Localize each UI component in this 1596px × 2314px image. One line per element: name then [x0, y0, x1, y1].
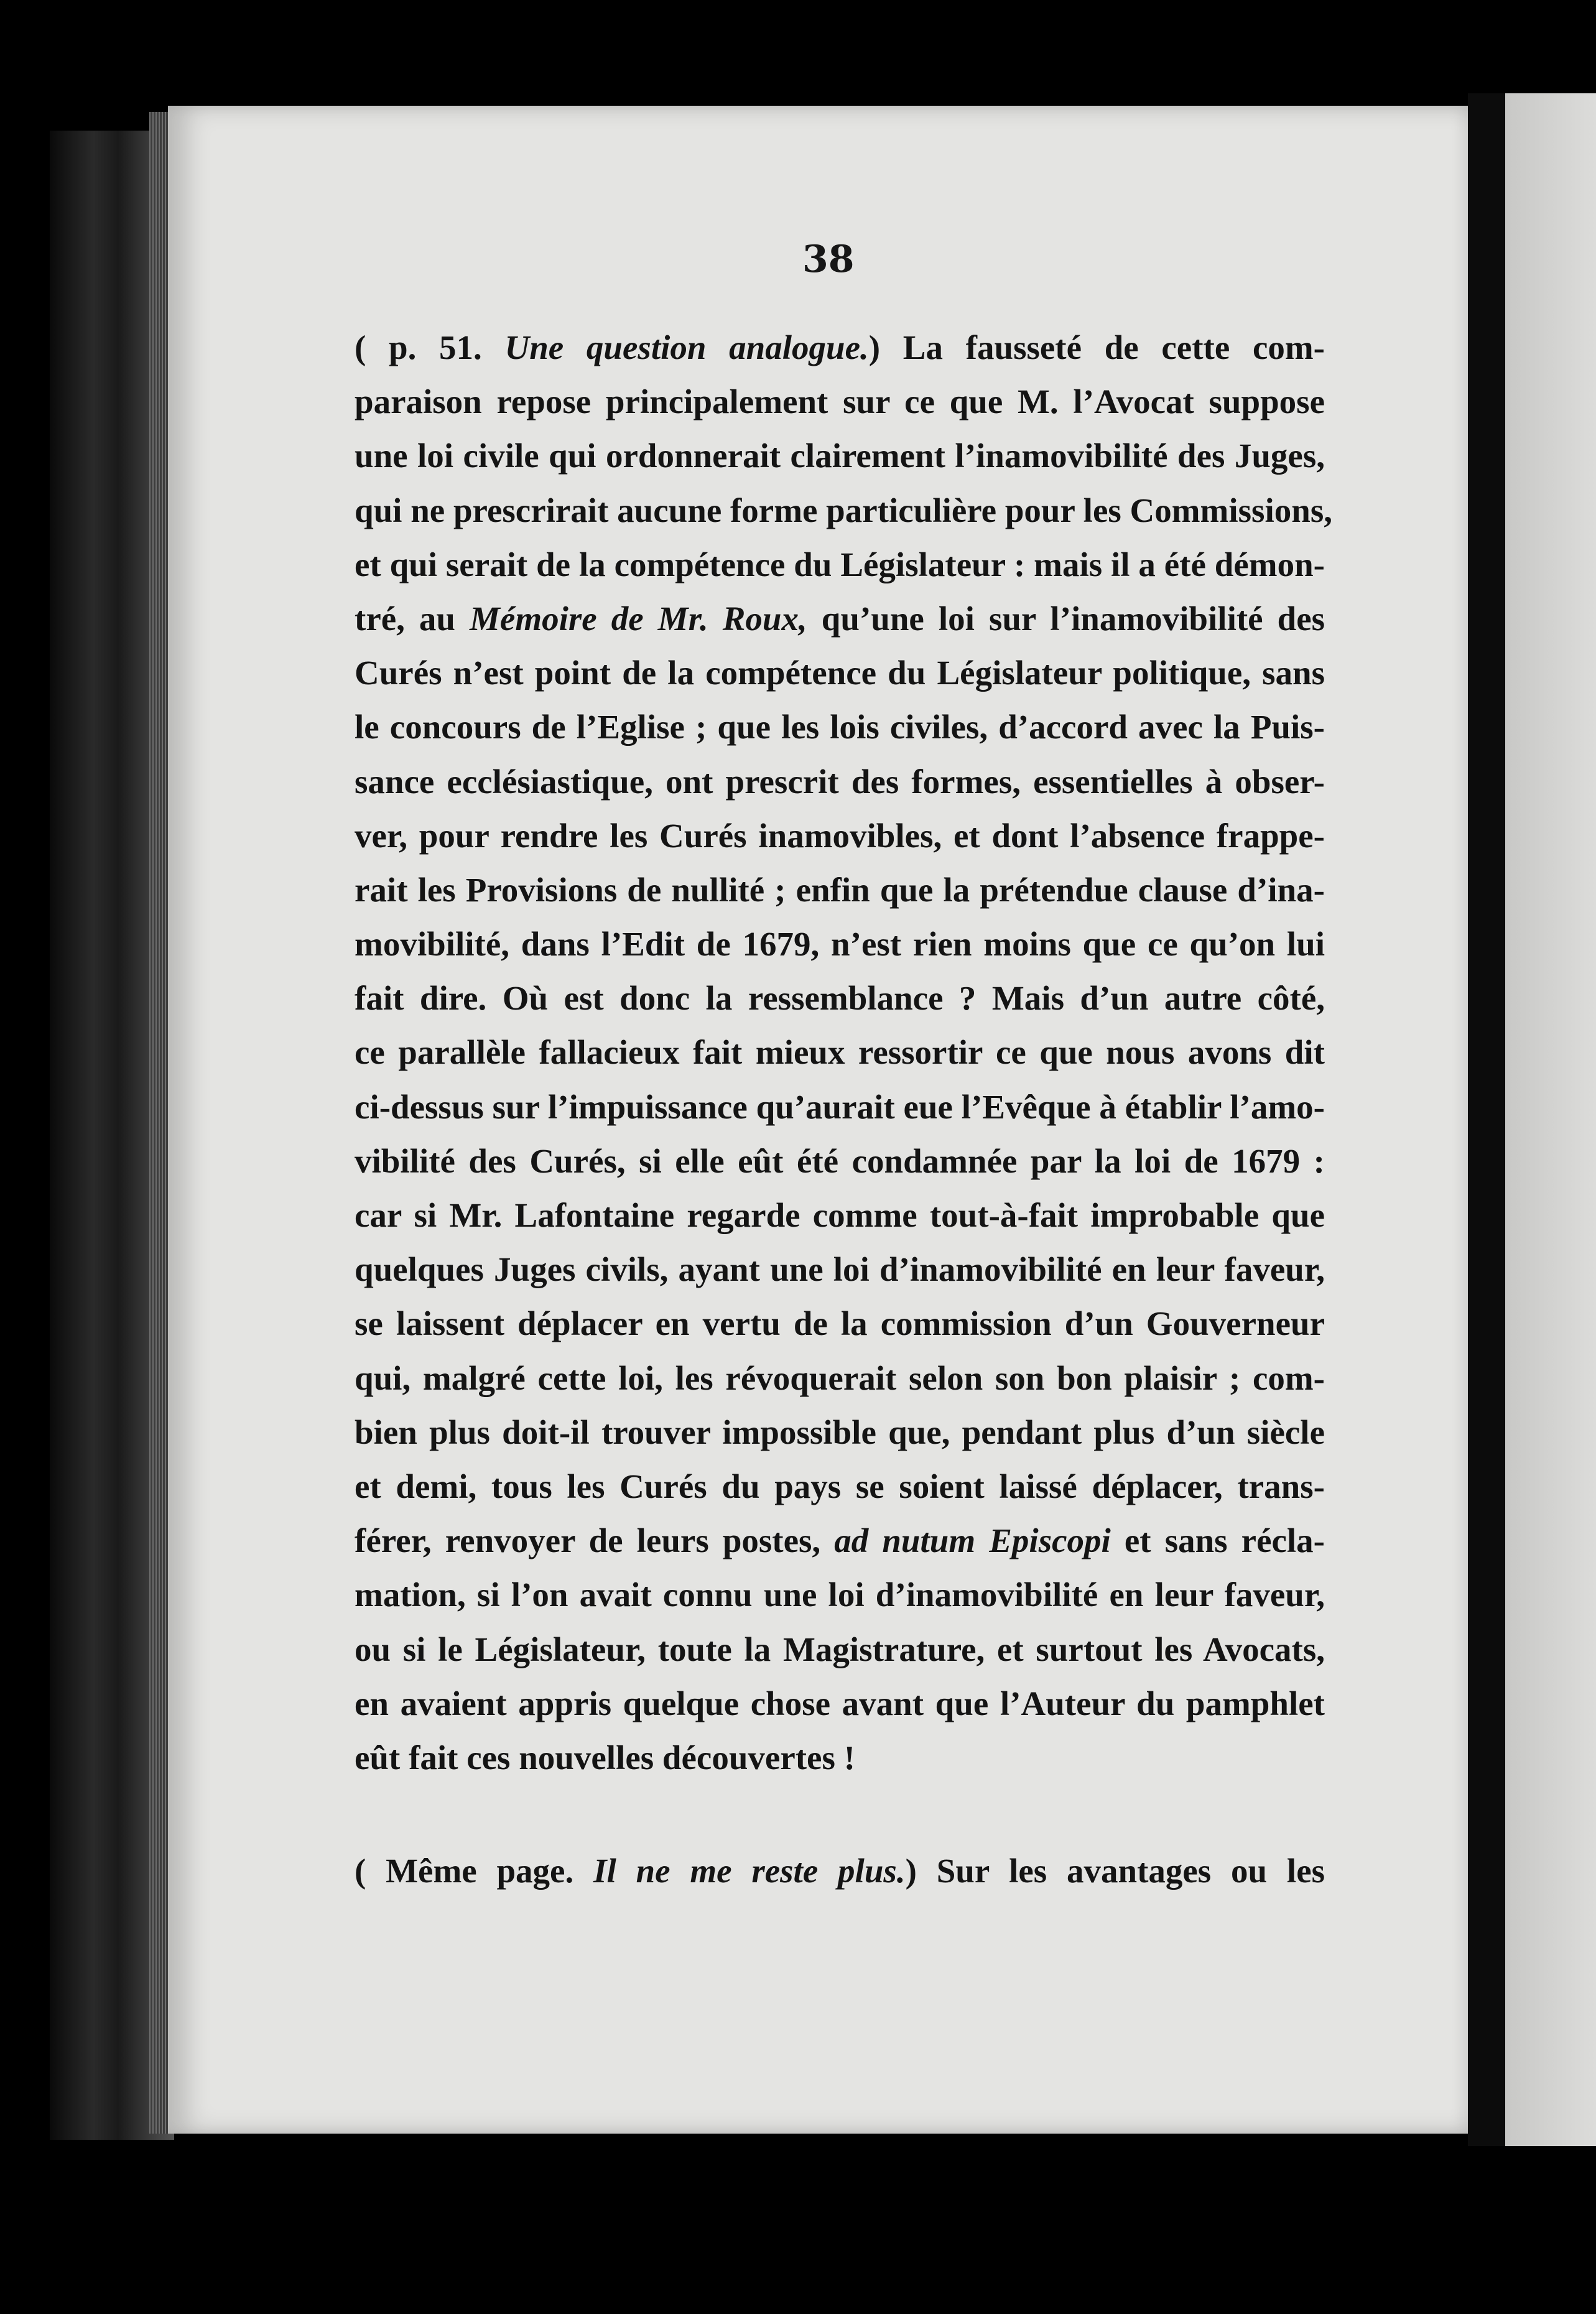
text-after: et sans récla- [1124, 1522, 1325, 1560]
text-line: mation, si l’on avait connu une loi d’inamovibilité en leur faveur, [355, 1576, 1325, 1614]
page-number: 38 [802, 238, 855, 281]
text-after: qu’une loi sur l’inamovibilité des [821, 599, 1325, 638]
text-line [355, 1844, 1325, 1898]
page-gutter [1468, 93, 1505, 2146]
body-text [355, 320, 1332, 1898]
text-line: ou si le Législateur, toute la Magistrature, et surtout les Avocats, [355, 1630, 1325, 1668]
text-rest: ) La fausseté de cette com- [868, 328, 1325, 366]
text-line: en avaient appris quelque chose avant que l’Auteur du pamphlet [355, 1684, 1325, 1722]
text-line: fait dire. Où est donc la ressemblance ? Mais d’un autre côté, [355, 979, 1325, 1018]
text-line: movibilité, dans l’Edit de 1679, n’est rien moins que ce qu’on lui [355, 925, 1325, 964]
text-italic: ad nutum Episcopi [834, 1522, 1111, 1560]
paragraph-gap [355, 1785, 1325, 1844]
text-line: le concours de l’Eglise ; que les lois civiles, d’accord avec la Puis- [355, 708, 1325, 746]
text-line: qui, malgré cette loi, les révoquerait selon son bon plaisir ; com- [355, 1359, 1325, 1397]
text-italic: Mémoire de Mr. Roux, [470, 599, 807, 638]
text-line: se laissent déplacer en vertu de la commission d’un Gouverneur [355, 1304, 1325, 1343]
text-line: rait les Provisions de nullité ; enfin que la prétendue clause d’ina- [355, 870, 1325, 909]
text-rest: ) Sur les avantages ou les [905, 1852, 1325, 1890]
text-ref: ( Même page. [355, 1852, 574, 1890]
text-before: férer, renvoyer de leurs postes, [355, 1522, 821, 1560]
text-italic: Une question analogue. [504, 328, 869, 366]
text-line: paraison repose principalement sur ce que M. l’Avocat suppose [355, 383, 1325, 421]
text-line: ci-dessus sur l’impuissance qu’aurait eue l’Evêque à établir l’amo- [355, 1087, 1325, 1126]
text-line [355, 320, 1325, 374]
text-line: et demi, tous les Curés du pays se soient laissé déplacer, trans- [355, 1467, 1325, 1505]
adjacent-page [1505, 93, 1596, 2146]
text-line: vibilité des Curés, si elle eût été condamnée par la loi de 1679 : [355, 1141, 1325, 1180]
text-line: bien plus doit-il trouver impossible que, pendant plus d’un siècle [355, 1413, 1325, 1451]
text-line: qui ne prescrirait aucune forme particulière pour les Commissions, [355, 491, 1332, 529]
text-line [355, 1513, 1325, 1568]
text-line: sance ecclésiastique, ont prescrit des formes, essentielles à obser- [355, 762, 1325, 801]
text-line: Curés n’est point de la compétence du Législateur politique, sans [355, 654, 1325, 692]
text-before: tré, au [355, 599, 455, 638]
text-line: eût fait ces nouvelles découvertes ! [355, 1738, 855, 1777]
text-line: car si Mr. Lafontaine regarde comme tout-à-fait improbable que [355, 1196, 1325, 1234]
text-line: ce parallèle fallacieux fait mieux ressortir ce que nous avons dit [355, 1033, 1325, 1072]
text-italic: Il ne me reste plus. [593, 1852, 906, 1890]
text-line [355, 592, 1325, 646]
text-ref: ( p. 51. [355, 328, 482, 366]
text-line: et qui serait de la compétence du Législateur : mais il a été démon- [355, 545, 1325, 583]
text-line: quelques Juges civils, ayant une loi d’inamovibilité en leur faveur, [355, 1250, 1325, 1289]
text-line: ver, pour rendre les Curés inamovibles, et dont l’absence frappe- [355, 816, 1325, 855]
text-line: une loi civile qui ordonnerait clairement l’inamovibilité des Juges, [355, 437, 1325, 475]
